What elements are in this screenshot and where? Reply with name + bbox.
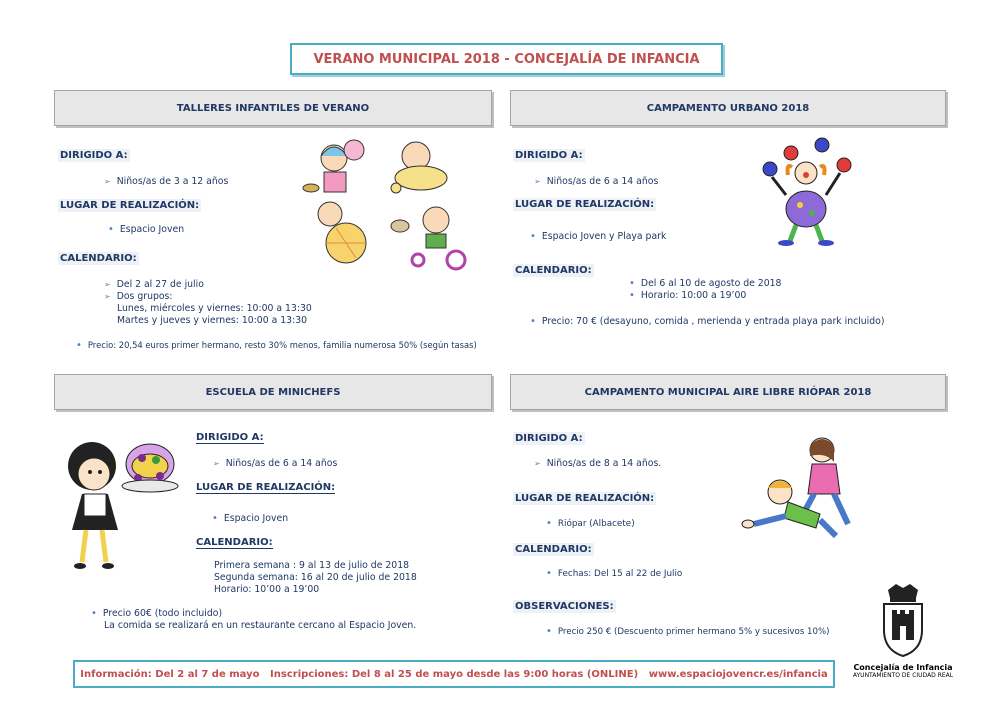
section-heading-talleres — [54, 90, 492, 126]
page-title — [290, 43, 723, 75]
calendario-item: Primera semana : 9 al 13 de julio de 2018 — [214, 560, 410, 571]
section-heading-text: CAMPAMENTO URBANO 2018 — [646, 102, 810, 114]
lugar-label-text: LUGAR DE REALIZACIÓN: — [196, 482, 336, 493]
observaciones-label: OBSERVACIONES: — [515, 601, 614, 612]
observaciones-value: • Precio 250 € (Descuento primer hermano 5% y sucesivos 10%) — [546, 626, 829, 638]
dirigido-label: DIRIGIDO A: — [515, 150, 583, 161]
kids-playing-illustration — [296, 128, 472, 274]
calendario-label: CALENDARIO: — [60, 253, 137, 264]
dirigido-label — [196, 432, 264, 443]
dirigido-value: ➢ Niños/as de 6 a 14 años — [534, 176, 658, 188]
calendario-item: ➢ Del 2 al 27 de julio — [104, 279, 204, 291]
calendario-item: ➢ Dos grupos: — [104, 291, 173, 303]
chef-girl-cake-illustration — [52, 432, 188, 572]
page-title-text: VERANO MUNICIPAL 2018 - CONCEJALÍA DE INFANCIA — [313, 51, 700, 67]
lugar-value: • Espacio Joven — [108, 224, 184, 236]
calendario-label: CALENDARIO: — [515, 544, 592, 555]
calendario-item: Martes y jueves y viernes: 10:00 a 13:30 — [117, 315, 308, 326]
dirigido-value: ➢ Niños/as de 6 a 14 años — [213, 458, 337, 470]
precio-note: La comida se realizará en un restaurante cercano al Espacio Joven. — [104, 620, 417, 631]
precio-value: • Precio: 70 € (desayuno, comida , merienda y entrada playa park incluido) — [530, 316, 884, 328]
running-kids-illustration — [736, 432, 866, 544]
calendario-item: • Fechas: Del 15 al 22 de Julio — [546, 568, 682, 580]
lugar-value: • Riópar (Albacete) — [546, 518, 635, 530]
section-heading-text: CAMPAMENTO MUNICIPAL AIRE LIBRE RIÓPAR 2018 — [584, 386, 872, 398]
ayuntamiento-coat-of-arms-icon — [878, 582, 928, 658]
lugar-label: LUGAR DE REALIZACIÓN: — [515, 493, 655, 504]
precio-value: • Precio 60€ (todo incluido) — [91, 608, 222, 620]
calendario-item: Segunda semana: 16 al 20 de julio de 2018 — [214, 572, 417, 583]
lugar-value: • Espacio Joven — [212, 513, 288, 525]
calendario-item: Lunes, miércoles y viernes: 10:00 a 13:30 — [117, 303, 312, 314]
footer-info-bar — [73, 660, 835, 688]
calendario-label: CALENDARIO: — [515, 265, 592, 276]
section-heading-riopar — [510, 374, 946, 410]
precio-value: • Precio: 20,54 euros primer hermano, resto 30% menos, familia numerosa 50% (según tasas) — [76, 339, 477, 352]
lugar-value: • Espacio Joven y Playa park — [530, 231, 666, 243]
logo-line-2: AYUNTAMIENTO DE CIUDAD REAL — [852, 672, 954, 679]
section-heading-urbano — [510, 90, 946, 126]
dirigido-label-text: DIRIGIDO A: — [196, 432, 264, 443]
calendario-item: • Horario: 10:00 a 19’00 — [629, 290, 746, 302]
section-heading-text: ESCUELA DE MINICHEFS — [205, 386, 341, 398]
juggling-clown-illustration — [756, 135, 856, 247]
dirigido-value: ➢ Niños/as de 3 a 12 años — [104, 176, 228, 188]
calendario-label — [196, 537, 273, 548]
lugar-label — [196, 482, 335, 493]
section-heading-text: TALLERES INFANTILES DE VERANO — [176, 102, 370, 114]
section-heading-minichefs — [54, 374, 492, 410]
footer-inscripciones: Inscripciones: Del 8 al 25 de mayo desde las 9:00 horas (ONLINE) — [270, 668, 639, 680]
logo-line-1: Concejalía de Infancia — [853, 663, 953, 672]
dirigido-value: ➢ Niños/as de 8 a 14 años. — [534, 458, 661, 470]
logo-caption — [840, 663, 966, 679]
dirigido-label: DIRIGIDO A: — [60, 150, 128, 161]
footer-web-link[interactable]: www.espaciojovencr.es/infancia — [648, 668, 828, 680]
footer-info: Información: Del 2 al 7 de mayo — [80, 668, 260, 680]
calendario-item: Horario: 10’00 a 19’00 — [214, 584, 320, 595]
lugar-label: LUGAR DE REALIZACIÓN: — [515, 199, 655, 210]
lugar-label: LUGAR DE REALIZACIÓN: — [60, 200, 200, 211]
calendario-item: • Del 6 al 10 de agosto de 2018 — [629, 278, 781, 290]
dirigido-label: DIRIGIDO A: — [515, 433, 583, 444]
calendario-label-text: CALENDARIO: — [196, 537, 273, 548]
